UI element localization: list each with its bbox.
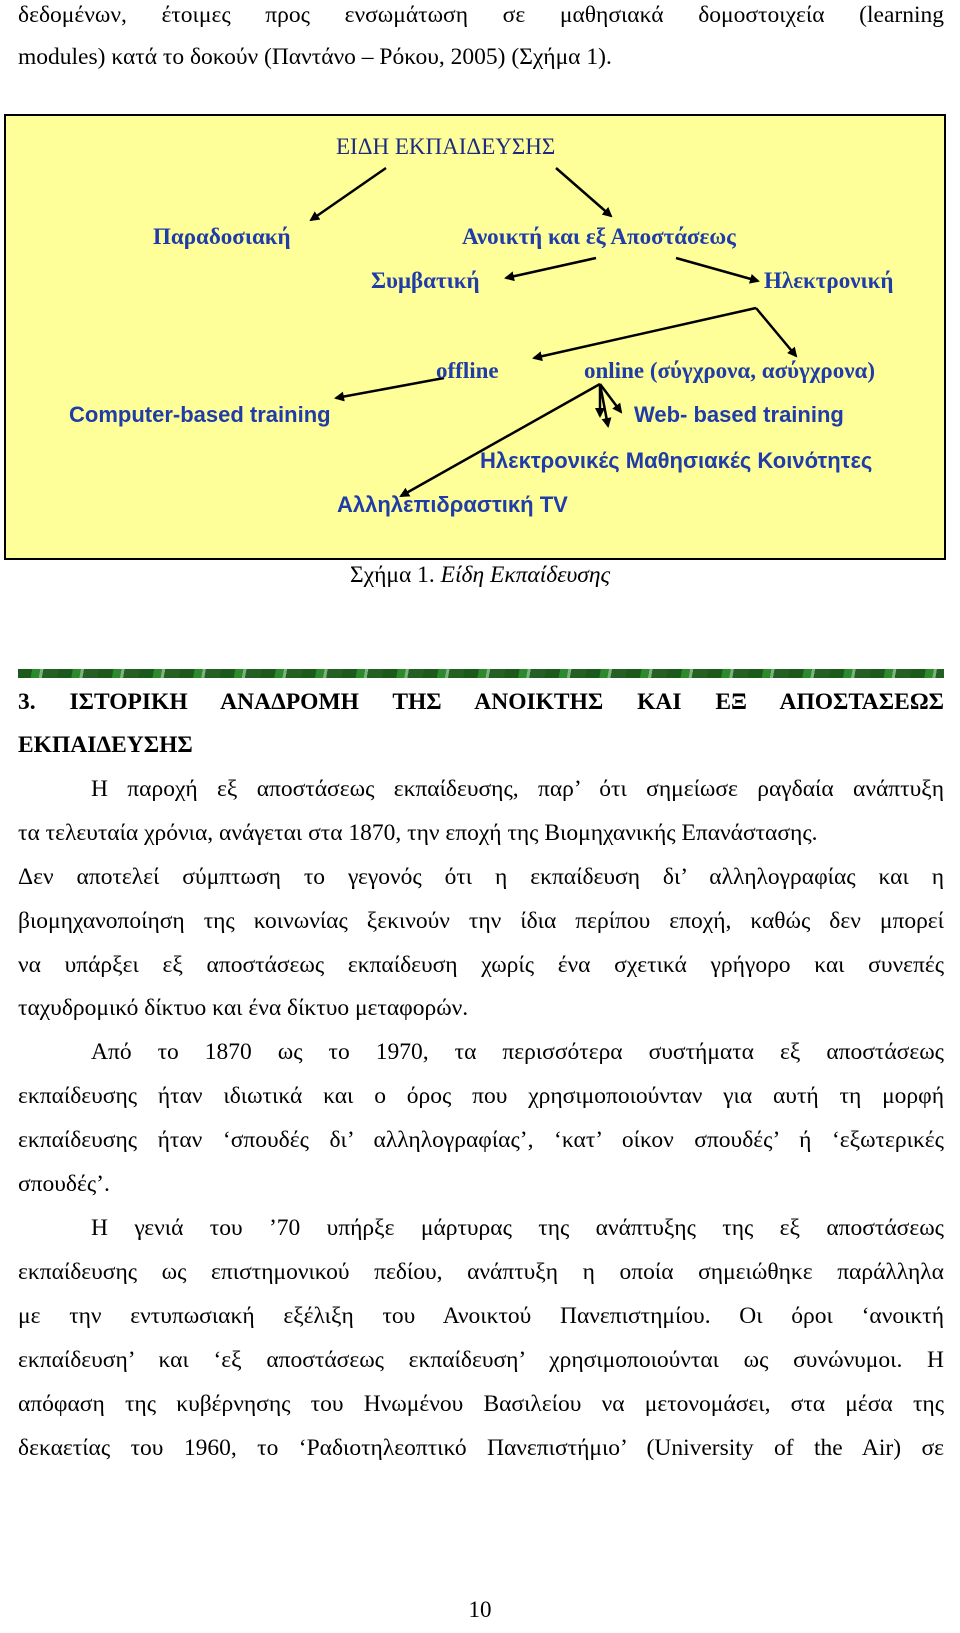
arrow-to-traditional xyxy=(311,168,386,220)
label-interactive-tv: Αλληλεπιδραστική TV xyxy=(337,492,568,517)
body-line-12: εκπαίδευσης ως επιστημονικού πεδίου, ανάπτυξη η οποία σημειώθηκε παράλληλα xyxy=(18,1259,944,1285)
caption-prefix: Σχήμα 1. xyxy=(349,562,441,588)
label-learning-communities: Ηλεκτρονικές Μαθησιακές Κοινότητες xyxy=(480,448,873,473)
decorative-divider xyxy=(18,669,944,678)
page-number: 10 xyxy=(468,1597,492,1622)
label-open-distance: Ανοικτή και εξ Αποστάσεως xyxy=(462,224,736,249)
education-types-diagram xyxy=(4,114,946,560)
body-line-8: εκπαίδευσης ήταν ιδιωτικά και ο όρος που χρησιμοποιούνταν για αυτή τη μορφή xyxy=(18,1083,944,1109)
body-line-6: ταχυδρομικό δίκτυο και ένα δίκτυο μεταφορών. xyxy=(18,995,469,1021)
section-heading-line-1: 3. ΙΣΤΟΡΙΚΗ ΑΝΑΔΡΟΜΗ ΤΗΣ ΑΝΟΙΚΤΗΣ ΚΑΙ ΕΞ ΑΠΟΣΤΑΣΕΩΣ xyxy=(18,689,944,715)
arrow-to-conventional xyxy=(506,258,596,278)
arrow-to-online xyxy=(756,308,796,356)
intro-line-1: δεδομένων, έτοιμες προς ενσωμάτωση σε μαθησιακά δομοστοιχεία (learning xyxy=(18,2,944,28)
body-line-4: βιομηχανοποίηση της κοινωνίας ξεκινούν την ίδια περίπου εποχή, καθώς δεν μπορεί xyxy=(18,908,944,934)
body-line-11: Η γενιά του ’70 υπήρξε μάρτυρας της ανάπτυξης της εξ αποστάσεως xyxy=(91,1215,944,1241)
body-line-15: απόφαση της κυβέρνησης του Ηνωμένου Βασιλείου να μετονομάσει, στα μέσα της xyxy=(18,1391,944,1417)
body-line-16: δεκαετίας του 1960, το ‘Ραδιοτηλεοπτικό Πανεπιστήμιο’ (University of the Air) σε xyxy=(18,1435,944,1461)
caption-title: Είδη Εκπαίδευσης xyxy=(440,562,611,588)
body-line-14: εκπαίδευση’ και ‘εξ αποστάσεως εκπαίδευση’ χρησιμοποιούνται ως συνώνυμοι. Η xyxy=(18,1347,944,1373)
label-traditional: Παραδοσιακή xyxy=(153,224,291,249)
arrow-to-interactive-tv xyxy=(401,384,600,496)
body-line-2: τα τελευταία χρόνια, ανάγεται στα 1870, την εποχή της Βιομηχανικής Επανάστασης. xyxy=(18,820,818,846)
arrow-to-open-distance xyxy=(556,168,611,216)
body-line-10: σπουδές’. xyxy=(18,1171,110,1197)
label-online: online (σύγχρονα, ασύγχρονα) xyxy=(584,358,875,383)
body-line-7: Από το 1870 ως το 1970, τα περισσότερα συστήματα εξ αποστάσεως xyxy=(91,1039,944,1065)
intro-line-2: modules) κατά το δοκούν (Παντάνο – Ρόκου, 2005) (Σχήμα 1). xyxy=(18,44,612,70)
figure-caption xyxy=(0,560,960,590)
arrow-to-computer-based xyxy=(336,378,444,398)
body-line-3: Δεν αποτελεί σύμπτωση το γεγονός ότι η εκπαίδευση δι’ αλληλογραφίας και η xyxy=(18,864,944,890)
diagram-title: ΕΙΔΗ ΕΚΠΑΙΔΕΥΣΗΣ xyxy=(336,134,556,159)
label-electronic: Ηλεκτρονική xyxy=(764,268,894,293)
label-offline: offline xyxy=(436,358,499,383)
label-conventional: Συμβατική xyxy=(371,268,480,293)
body-line-5: να υπάρξει εξ αποστάσεως εκπαίδευση χωρίς ένα σχετικά γρήγορο και συνεπές xyxy=(18,952,944,978)
section-heading-line-2: ΕΚΠΑΙΔΕΥΣΗΣ xyxy=(18,732,193,758)
body-line-1: Η παροχή εξ αποστάσεως εκπαίδευσης, παρ’ ότι σημείωσε ραγδαία ανάπτυξη xyxy=(91,776,944,802)
label-web-based: Web- based training xyxy=(634,402,844,427)
label-computer-based: Computer-based training xyxy=(69,402,331,427)
arrow-to-electronic xyxy=(676,258,758,281)
body-line-9: εκπαίδευσης ήταν ‘σπουδές δι’ αλληλογραφίας’, ‘κατ’ οίκον σπουδές’ ή ‘εξωτερικές xyxy=(18,1127,944,1153)
body-line-13: με την εντυπωσιακή εξέλιξη του Ανοικτού Πανεπιστημίου. Οι όροι ‘ανοικτή xyxy=(18,1303,944,1329)
arrow-to-offline xyxy=(534,308,756,358)
